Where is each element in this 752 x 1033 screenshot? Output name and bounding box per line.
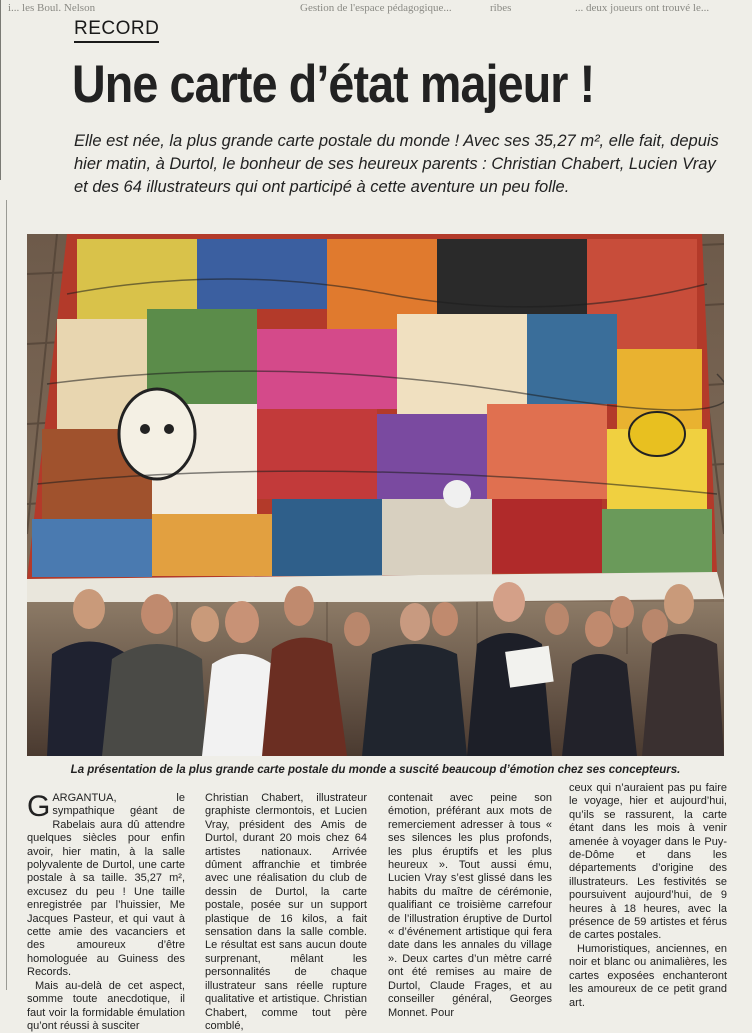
drop-cap: G <box>27 790 51 823</box>
article-column-3 <box>388 792 552 1020</box>
event-photo <box>27 234 724 756</box>
article-column-4 <box>569 782 727 1010</box>
col4-paragraph-2: Humoristiques, anciennes, en noir et blanc ou animalières, les cartes exposées enchanteront les amoureux de ce petit grand art. <box>569 942 727 1009</box>
strip-text-center: Gestion de l'espace pédagogique... <box>300 2 452 14</box>
section-label: RECORD <box>74 18 159 43</box>
page-edge-top-line <box>0 0 1 180</box>
article-column-1 <box>27 792 185 1033</box>
col1-paragraph-1: ARGANTUA, le sympathique géant de Rabelais aura dû attendre quelques siècles pour enfin avoir, hier matin, à la salle polyvalente de Durtol, une carte postale à sa taille. 35,27 m², excusez du peu ! Une taille enregistrée par l’huissier, Me Jacques Pasteur, et qui vaut à cette amie des vacanciers et des amoureux d’être homologuée au Guiness des Records. <box>27 792 185 979</box>
giant-postcard-artwork <box>27 234 724 579</box>
col4-paragraph-1: ceux qui n’auraient pas pu faire le voyage, hier et aujourd’hui, qu’ils se rassurent, la carte étant dans les mois à venir amenée à voyager dans le Puy-de-Dôme et dans les départements d’origine des illustrateurs. Les festivités se poursuivent aujourd’hui, de 9 heures à 18 heures, avec la présence de 59 artistes et férus de cartes postales. <box>569 782 727 942</box>
col3-paragraph-1: contenait avec peine son émotion, préférant aux mots de remerciement adresser à tous « ses silences les plus profonds, les plus éruptifs et les plus heureux ». Tout aussi ému, Lucien Vray s’est glissé dans les habits du maître de cérémonie, qualifiant ce troisième carrefour de l’illustration éruptive de Durtol « d’événement artistique qui fera date dans les annales du village ». Deux cartes d’un mètre carré ont été remises au maire de Durtol, Claude Frages, et au conseiller général, Georges Monnet. Pour <box>388 792 552 1019</box>
lede-paragraph: Elle est née, la plus grande carte postale du monde ! Avec ses 35,27 m², elle fait, depuis hier matin, à Durtol, le bonheur de ses heureux parents : Christian Chabert, Lucien Vray et des 64 illustrateurs qui ont participé à cette aventure un peu folle. <box>74 132 719 196</box>
page-edge-left-line <box>6 200 7 990</box>
col2-paragraph-1: Christian Chabert, illustrateur graphiste clermontois, et Lucien Vray, président des Amis de Durtol, durant 20 mois chez 64 artistes nationaux. Arrivée dûment affranchie et timbrée avec une réalisation du club de dessin de Durtol, la carte postale, posée sur un support plastique de 16 kilos, a fait sensation dans la salle comble. Le résultat est sans aucun doute surprenant, mêlant les personnalités de chaque illustrateur sans réelle rupture qualitative et artistique. Christian Chabert, comme tout père comblé, <box>205 792 367 1032</box>
strip-text-right-b: ... deux joueurs ont trouvé le... <box>575 2 710 14</box>
col1-paragraph-2: Mais au-delà de cet aspect, somme toute anecdotique, il faut voir la formidable émulation qu’ont réussi à susciter <box>27 979 185 1032</box>
photo-caption: La présentation de la plus grande carte postale du monde a suscité beaucoup d’émotion chez ses concepteurs. <box>70 764 681 776</box>
article-column-2 <box>205 792 367 1033</box>
strip-text-left: i... les Boul. Nelson <box>8 2 96 14</box>
headline: Une carte d’état majeur ! <box>72 55 595 114</box>
previous-page-strip <box>0 0 752 18</box>
strip-text-right-a: ribes <box>490 2 512 14</box>
